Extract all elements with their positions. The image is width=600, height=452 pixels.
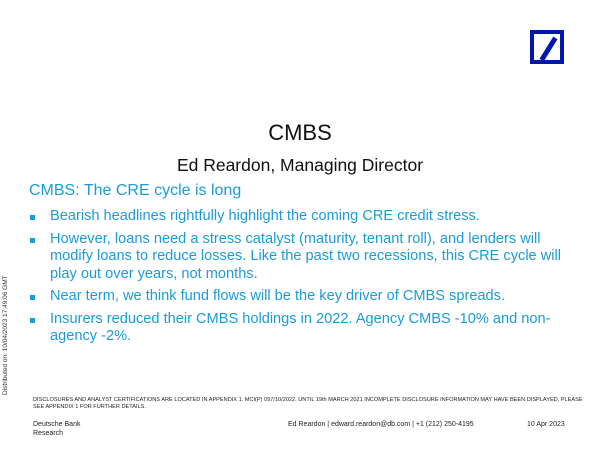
bullet-square-icon	[30, 215, 35, 220]
disclosure-text: DISCLOSURES AND ANALYST CERTIFICATIONS ARE LOCATED IN APPENDIX 1. MCI(P) 097/10/2022. UNTIL 19th MARCH 2021 INCOMPLETE DISCLOSURE INFORMATION MAY HAVE BEEN DISPLAYED, PLEASE SEE APPENDIX 1 FOR FURTHER DETAILS.	[33, 397, 583, 410]
logo-slash-icon	[539, 37, 557, 62]
footer-company-division: Research	[33, 429, 63, 437]
footer-company-name: Deutsche Bank	[33, 421, 81, 428]
bullet-item	[26, 208, 566, 226]
bullet-text: Near term, we think fund flows will be the key driver of CMBS spreads.	[50, 288, 506, 304]
bullet-list	[26, 208, 566, 351]
bullet-text: Bearish headlines rightfully highlight the coming CRE credit stress.	[50, 208, 480, 224]
presenter-subtitle: Ed Reardon, Managing Director	[176, 155, 424, 175]
footer-date: 10 Apr 2023	[527, 421, 565, 428]
bullet-item	[26, 231, 566, 284]
bullet-square-icon	[30, 238, 35, 243]
footer-contact: Ed Reardon | edward.reardon@db.com | +1 (212) 250-4195	[288, 421, 474, 428]
deutsche-bank-logo	[530, 30, 564, 64]
bullet-square-icon	[30, 295, 35, 300]
section-heading: CMBS: The CRE cycle is long	[29, 182, 242, 199]
bullet-text: However, loans need a stress catalyst (maturity, tenant roll), and lenders will modify loans to reduce losses. Like the past two recessions, this CRE cycle will play out over years, not months.	[50, 230, 561, 282]
bullet-item	[26, 311, 566, 346]
bullet-item	[26, 288, 566, 306]
bullet-text: Insurers reduced their CMBS holdings in 2022. Agency CMBS -10% and non-agency -2%.	[50, 310, 551, 344]
footer-company	[33, 421, 80, 438]
distribution-stamp: Distributed on: 10/04/2023 17:49:06 GMT	[2, 275, 9, 395]
bullet-square-icon	[30, 318, 35, 323]
page-title: CMBS	[268, 120, 332, 145]
